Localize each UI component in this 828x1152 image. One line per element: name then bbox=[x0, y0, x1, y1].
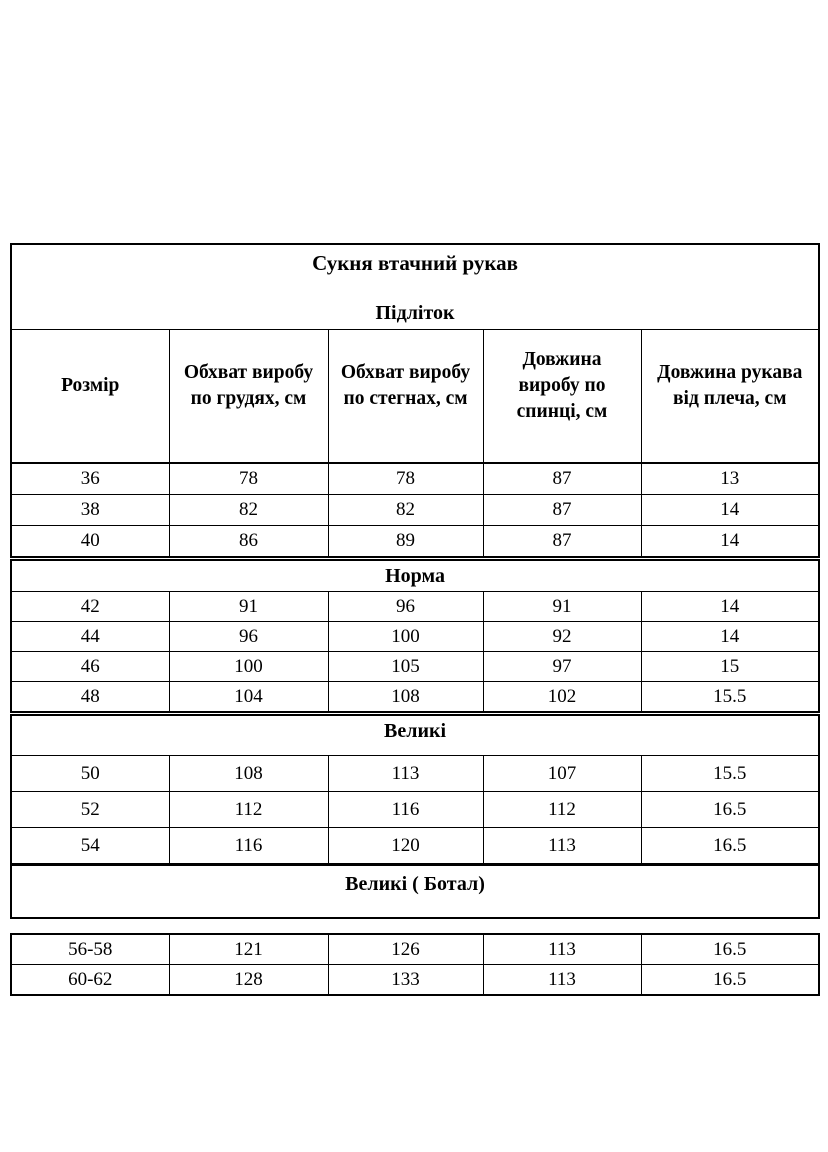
cell-sleeve-length: 15.5 bbox=[641, 756, 819, 792]
cell-chest: 91 bbox=[169, 592, 328, 622]
botal-sizes-table bbox=[10, 933, 820, 996]
section-label: Норма bbox=[11, 559, 819, 592]
cell-hips: 105 bbox=[328, 652, 483, 682]
cell-chest: 78 bbox=[169, 463, 328, 495]
section-band-botal bbox=[11, 865, 819, 919]
cell-size: 42 bbox=[11, 592, 169, 622]
size-chart-sheet bbox=[10, 243, 818, 996]
cell-back-length: 91 bbox=[483, 592, 641, 622]
cell-back-length: 87 bbox=[483, 495, 641, 526]
cell-chest: 116 bbox=[169, 828, 328, 865]
cell-size: 40 bbox=[11, 526, 169, 559]
section-band-velyki bbox=[11, 714, 819, 756]
table-subtitle: Підліток bbox=[375, 302, 455, 324]
cell-size: 56-58 bbox=[11, 934, 169, 965]
cell-back-length: 107 bbox=[483, 756, 641, 792]
cell-size: 50 bbox=[11, 756, 169, 792]
section-label: Великі ( Ботал) bbox=[11, 865, 819, 919]
table-row bbox=[11, 965, 819, 996]
cell-hips: 120 bbox=[328, 828, 483, 865]
cell-size: 46 bbox=[11, 652, 169, 682]
cell-hips: 89 bbox=[328, 526, 483, 559]
table-title: Сукня втачний рукав bbox=[312, 251, 518, 275]
cell-hips: 82 bbox=[328, 495, 483, 526]
cell-hips: 96 bbox=[328, 592, 483, 622]
cell-chest: 128 bbox=[169, 965, 328, 996]
cell-back-length: 113 bbox=[483, 934, 641, 965]
section-label: Великі bbox=[11, 714, 819, 756]
cell-sleeve-length: 14 bbox=[641, 526, 819, 559]
cell-hips: 113 bbox=[328, 756, 483, 792]
table-row bbox=[11, 526, 819, 559]
cell-chest: 96 bbox=[169, 622, 328, 652]
cell-back-length: 87 bbox=[483, 526, 641, 559]
cell-size: 36 bbox=[11, 463, 169, 495]
cell-back-length: 113 bbox=[483, 828, 641, 865]
cell-chest: 112 bbox=[169, 792, 328, 828]
cell-back-length: 87 bbox=[483, 463, 641, 495]
cell-back-length: 112 bbox=[483, 792, 641, 828]
cell-sleeve-length: 14 bbox=[641, 592, 819, 622]
header-row bbox=[11, 330, 819, 464]
cell-back-length: 102 bbox=[483, 682, 641, 714]
cell-size: 60-62 bbox=[11, 965, 169, 996]
cell-chest: 104 bbox=[169, 682, 328, 714]
cell-sleeve-length: 14 bbox=[641, 495, 819, 526]
table-row bbox=[11, 682, 819, 714]
col-header-chest: Обхват виробу по грудях, см bbox=[169, 330, 328, 464]
cell-chest: 100 bbox=[169, 652, 328, 682]
section-band-norma bbox=[11, 559, 819, 592]
cell-back-length: 97 bbox=[483, 652, 641, 682]
col-header-sleeve-length: Довжина рукава від плеча, см bbox=[641, 330, 819, 464]
cell-hips: 100 bbox=[328, 622, 483, 652]
col-header-size: Розмір bbox=[11, 330, 169, 464]
cell-sleeve-length: 16.5 bbox=[641, 934, 819, 965]
title-cell bbox=[11, 244, 819, 330]
cell-hips: 108 bbox=[328, 682, 483, 714]
cell-size: 54 bbox=[11, 828, 169, 865]
cell-hips: 126 bbox=[328, 934, 483, 965]
col-header-back-length: Довжина виробу по спинці, см bbox=[483, 330, 641, 464]
cell-sleeve-length: 16.5 bbox=[641, 828, 819, 865]
table-row bbox=[11, 828, 819, 865]
table-row bbox=[11, 756, 819, 792]
cell-back-length: 113 bbox=[483, 965, 641, 996]
cell-back-length: 92 bbox=[483, 622, 641, 652]
cell-chest: 108 bbox=[169, 756, 328, 792]
col-header-hips: Обхват виробу по стегнах, см bbox=[328, 330, 483, 464]
cell-sleeve-length: 16.5 bbox=[641, 965, 819, 996]
cell-hips: 116 bbox=[328, 792, 483, 828]
table-row bbox=[11, 652, 819, 682]
table-row bbox=[11, 463, 819, 495]
title-row bbox=[11, 244, 819, 330]
cell-size: 38 bbox=[11, 495, 169, 526]
table-row bbox=[11, 592, 819, 622]
table-row bbox=[11, 934, 819, 965]
cell-hips: 133 bbox=[328, 965, 483, 996]
table-row bbox=[11, 495, 819, 526]
cell-hips: 78 bbox=[328, 463, 483, 495]
cell-size: 52 bbox=[11, 792, 169, 828]
cell-sleeve-length: 16.5 bbox=[641, 792, 819, 828]
cell-sleeve-length: 15 bbox=[641, 652, 819, 682]
table-row bbox=[11, 792, 819, 828]
cell-chest: 86 bbox=[169, 526, 328, 559]
size-chart-table bbox=[10, 243, 820, 919]
cell-size: 48 bbox=[11, 682, 169, 714]
table-row bbox=[11, 622, 819, 652]
cell-sleeve-length: 14 bbox=[641, 622, 819, 652]
cell-chest: 82 bbox=[169, 495, 328, 526]
cell-sleeve-length: 15.5 bbox=[641, 682, 819, 714]
cell-sleeve-length: 13 bbox=[641, 463, 819, 495]
cell-chest: 121 bbox=[169, 934, 328, 965]
cell-size: 44 bbox=[11, 622, 169, 652]
